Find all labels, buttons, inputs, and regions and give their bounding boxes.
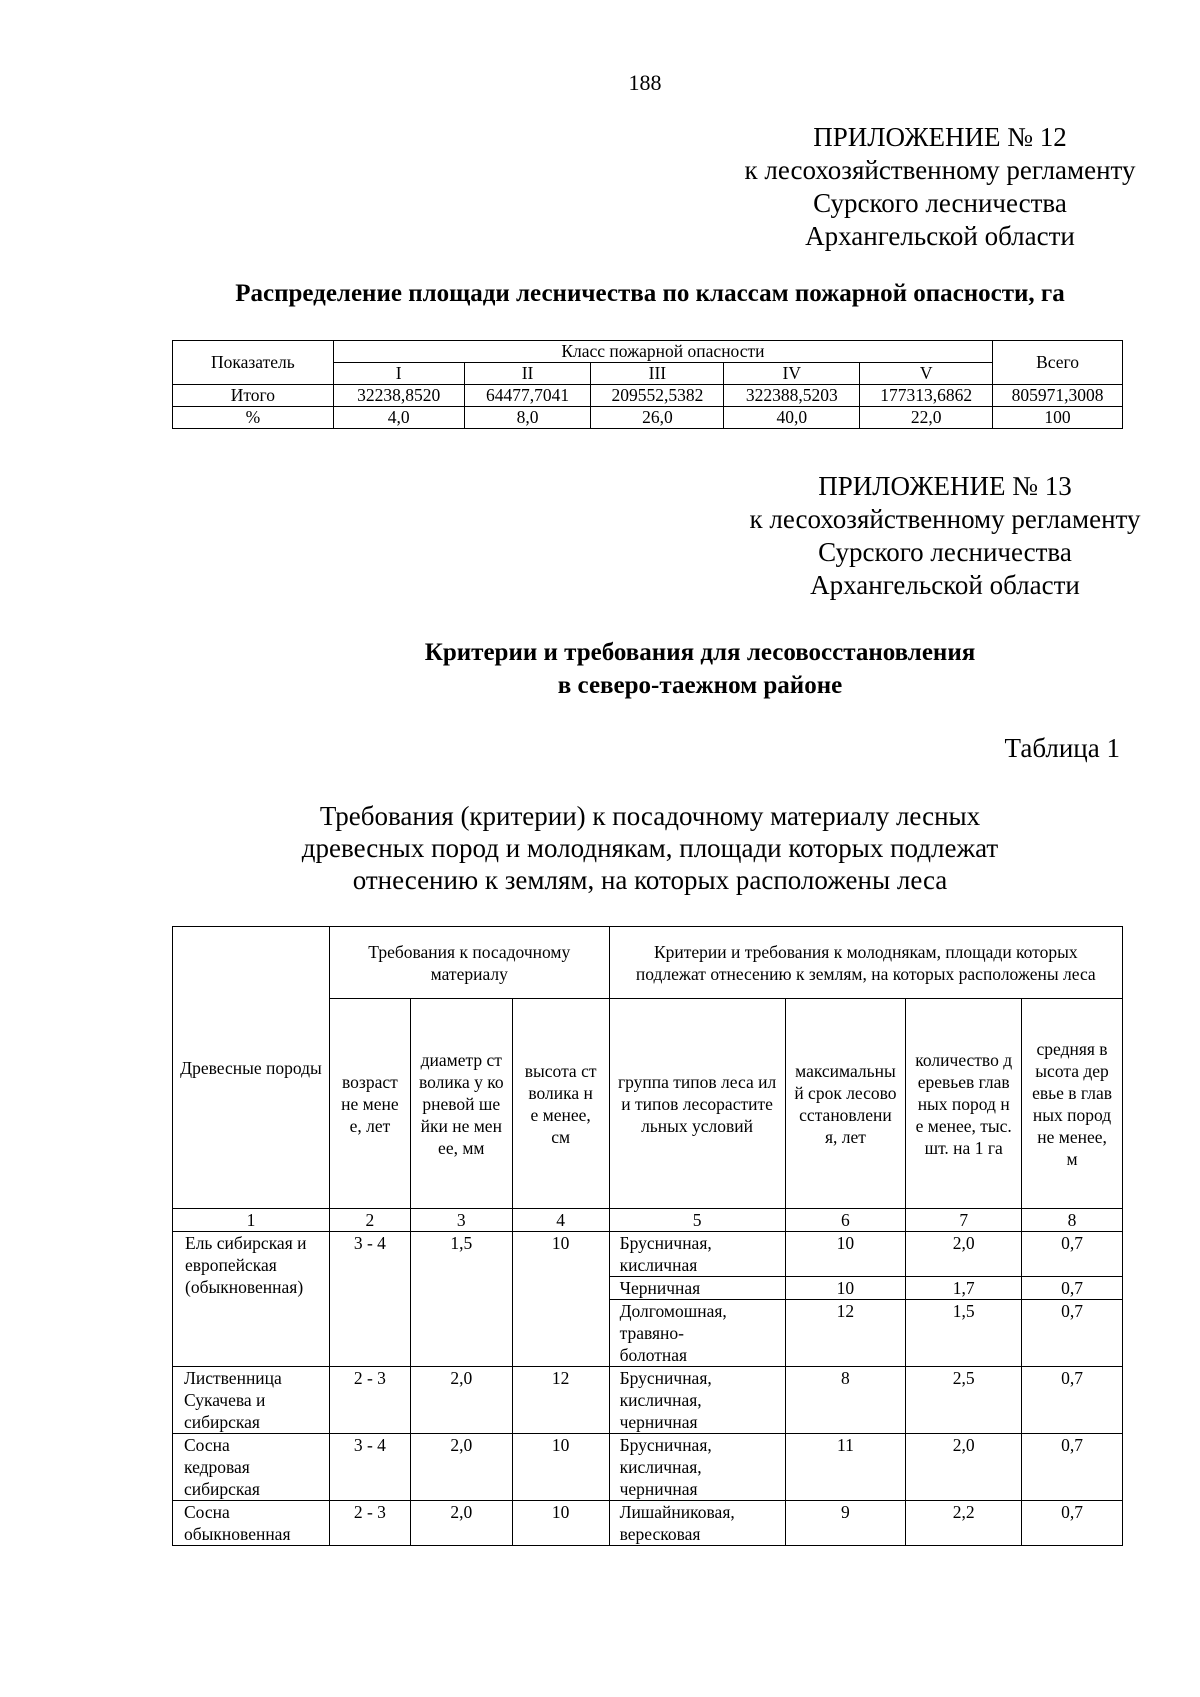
fire-row-label: % (173, 407, 334, 429)
fire-class-i: I (333, 363, 464, 385)
req-group-young: Критерии и требования к молоднякам, площади которых подлежат отнесению к землям, на которых расположены леса (609, 927, 1122, 999)
req-col-number: 6 (785, 1209, 906, 1232)
req-max-term: 12 (785, 1300, 906, 1367)
req-diameter: 2,0 (410, 1367, 512, 1434)
fire-col-indicator: Показатель (173, 341, 334, 385)
req-sub-height: высота стволика не менее, см (512, 999, 609, 1209)
req-row-spruce-1 (173, 1232, 1123, 1277)
req-avg-height: 0,7 (1022, 1501, 1123, 1546)
req-age: 3 - 4 (329, 1232, 410, 1367)
req-max-term: 8 (785, 1367, 906, 1434)
fire-row-label: Итого (173, 385, 334, 407)
req-row-pine (173, 1501, 1123, 1546)
fire-cell: 177313,6862 (860, 385, 993, 407)
fire-cell: 8,0 (464, 407, 591, 429)
req-sub-forest-type: группа типов леса или типов лесорастительных условий (609, 999, 785, 1209)
fire-cell: 64477,7041 (464, 385, 591, 407)
fire-table-row-percent (173, 407, 1123, 429)
req-height: 12 (512, 1367, 609, 1434)
appendix-13-title: ПРИЛОЖЕНИЕ № 13 (818, 471, 1072, 501)
fire-cell: 322388,5203 (724, 385, 860, 407)
fire-col-class-group: Класс пожарной опасности (333, 341, 992, 363)
table-label: Таблица 1 (1004, 733, 1120, 763)
appendix-12-header (660, 121, 1200, 253)
criteria-heading-line2: в северо-таежном районе (557, 672, 843, 699)
req-col-number: 2 (329, 1209, 410, 1232)
req-forest-type: Брусничная, кисличная, черничная (609, 1434, 785, 1501)
req-max-term: 9 (785, 1501, 906, 1546)
req-age: 2 - 3 (329, 1501, 410, 1546)
req-species-name: Ель сибирская и европейская (обыкновенная) (173, 1232, 330, 1367)
req-species-name: Сосна обыкновенная (173, 1501, 330, 1546)
req-count: 2,0 (906, 1232, 1022, 1277)
fire-cell: 22,0 (860, 407, 993, 429)
req-count: 2,0 (906, 1434, 1022, 1501)
appendix-12-title: ПРИЛОЖЕНИЕ № 12 (813, 122, 1067, 152)
fire-cell: 32238,8520 (333, 385, 464, 407)
table-caption-line2: древесных пород и молоднякам, площади которых подлежат (301, 833, 999, 863)
req-avg-height: 0,7 (1022, 1300, 1123, 1367)
req-sub-avg-height: средняя высота деревье в главных пород не менее, м (1022, 999, 1123, 1209)
req-col-number: 5 (609, 1209, 785, 1232)
fire-class-iii: III (591, 363, 724, 385)
req-column-numbers-row (173, 1209, 1123, 1232)
criteria-heading (200, 636, 1200, 702)
page-number: 188 (628, 70, 662, 95)
table-caption-line1: Требования (критерии) к посадочному материалу лесных (319, 801, 981, 831)
fire-col-total: Всего (993, 341, 1123, 385)
req-row-larch (173, 1367, 1123, 1434)
table-caption (150, 800, 1150, 896)
req-col-number: 4 (512, 1209, 609, 1232)
appendix-12-line1: к лесохозяйственному регламенту (744, 155, 1136, 185)
req-avg-height: 0,7 (1022, 1367, 1123, 1434)
fire-cell: 209552,5382 (591, 385, 724, 407)
fire-cell-total: 805971,3008 (993, 385, 1123, 407)
req-height: 10 (512, 1232, 609, 1367)
req-col-number: 3 (410, 1209, 512, 1232)
req-sub-count: количество деревьев главных пород не менее, тыс. шт. на 1 га (906, 999, 1022, 1209)
req-species-name: Лиственница Сукачева и сибирская (173, 1367, 330, 1434)
req-height: 10 (512, 1434, 609, 1501)
criteria-heading-line1: Критерии и требования для лесовосстановления (424, 639, 976, 666)
appendix-12-line3: Архангельской области (805, 221, 1075, 251)
fire-cell: 26,0 (591, 407, 724, 429)
req-max-term: 11 (785, 1434, 906, 1501)
appendix-13-header (665, 470, 1200, 602)
req-forest-type: Брусничная, кисличная (609, 1232, 785, 1277)
req-group-planting: Требования к посадочному материалу (329, 927, 609, 999)
req-forest-type: Долгомошная, травяно-болотная (609, 1300, 785, 1367)
fire-class-table (172, 340, 1123, 429)
req-max-term: 10 (785, 1277, 906, 1300)
req-sub-max-term: максимальный срок лесовосстановления, лет (785, 999, 906, 1209)
appendix-13-line2: Сурского лесничества (818, 537, 1072, 567)
req-age: 3 - 4 (329, 1434, 410, 1501)
fire-table-header-row (173, 341, 1123, 363)
req-count: 1,5 (906, 1300, 1022, 1367)
appendix-13-line1: к лесохозяйственному регламенту (749, 504, 1141, 534)
fire-class-ii: II (464, 363, 591, 385)
requirements-table (172, 926, 1123, 1546)
req-forest-type: Брусничная, кисличная, черничная (609, 1367, 785, 1434)
req-count: 2,5 (906, 1367, 1022, 1434)
req-sub-age: возраст не менее, лет (329, 999, 410, 1209)
fire-cell: 40,0 (724, 407, 860, 429)
req-forest-type: Черничная (609, 1277, 785, 1300)
fire-table-row-total (173, 385, 1123, 407)
req-header-row-1 (173, 927, 1123, 999)
req-col-number: 8 (1022, 1209, 1123, 1232)
req-max-term: 10 (785, 1232, 906, 1277)
req-avg-height: 0,7 (1022, 1277, 1123, 1300)
fire-cell: 4,0 (333, 407, 464, 429)
req-count: 1,7 (906, 1277, 1022, 1300)
appendix-12-line2: Сурского лесничества (813, 188, 1067, 218)
appendix-13-line3: Архангельской области (810, 570, 1080, 600)
req-col-number: 1 (173, 1209, 330, 1232)
fire-class-v: V (860, 363, 993, 385)
req-species-name: Сосна кедровая сибирская (173, 1434, 330, 1501)
req-count: 2,2 (906, 1501, 1022, 1546)
req-col-species: Древесные породы (173, 927, 330, 1209)
req-col-number: 7 (906, 1209, 1022, 1232)
req-forest-type: Лишайниковая, вересковая (609, 1501, 785, 1546)
fire-class-iv: IV (724, 363, 860, 385)
fire-distribution-heading: Распределение площади лесничества по классам пожарной опасности, га (235, 280, 1065, 307)
table-caption-line3: отнесению к землям, на которых расположены леса (352, 865, 948, 895)
req-avg-height: 0,7 (1022, 1434, 1123, 1501)
req-row-cedar (173, 1434, 1123, 1501)
fire-cell-total: 100 (993, 407, 1123, 429)
req-avg-height: 0,7 (1022, 1232, 1123, 1277)
req-height: 10 (512, 1501, 609, 1546)
req-diameter: 2,0 (410, 1501, 512, 1546)
req-diameter: 1,5 (410, 1232, 512, 1367)
req-diameter: 2,0 (410, 1434, 512, 1501)
req-sub-diameter: диаметр стволика у корневой шейки не менее, мм (410, 999, 512, 1209)
req-age: 2 - 3 (329, 1367, 410, 1434)
